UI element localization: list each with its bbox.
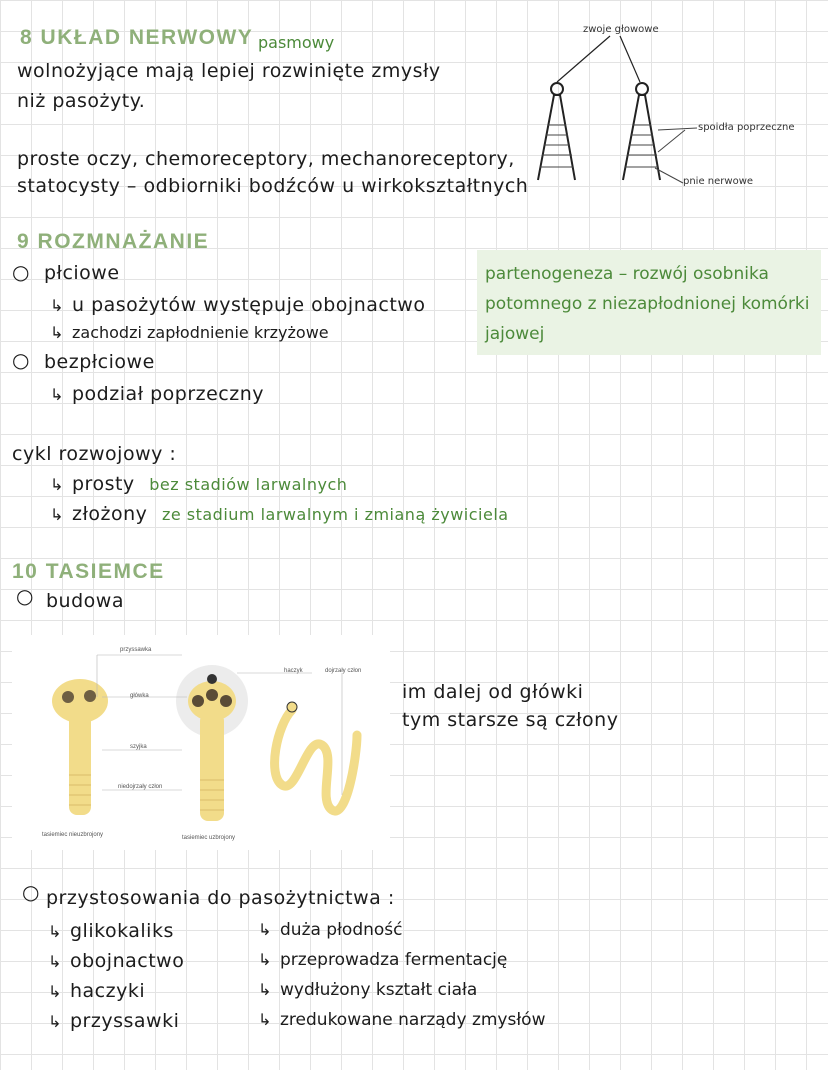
text-line (17, 175, 528, 197)
label-immature-segment: niedojrzały człon (118, 784, 163, 790)
ganglion-right (636, 83, 648, 95)
dash: – (126, 175, 137, 197)
bullet-text: przystosowania do pasożytnictwa : (46, 887, 395, 909)
arrow-icon: ↳ (48, 982, 62, 1001)
adapt-text: wydłużony kształt ciała (280, 980, 478, 1000)
arrow-icon: ↳ (258, 950, 272, 969)
section-title: TASIEMCE (45, 560, 165, 583)
worm-head-left (52, 679, 108, 723)
arrow-icon: ↳ (48, 1012, 62, 1031)
adapt-item (48, 980, 145, 1002)
adapt-text: glikokaliks (70, 920, 174, 942)
sub-item-text: podział poprzeczny (72, 383, 265, 405)
section-number: 9 (17, 230, 31, 253)
adapt-text: obojnactwo (70, 950, 185, 972)
cycle-item (50, 473, 347, 495)
ganglion-left (551, 83, 563, 95)
cycle-item-note: bez stadiów larwalnych (149, 475, 348, 494)
term: statocysty (17, 175, 121, 197)
nervous-system-diagram (525, 20, 825, 200)
adapt-text: przeprowadza fermentację (280, 950, 508, 970)
sub-item (50, 323, 329, 342)
label-sucker: przyssawka (120, 647, 152, 653)
label-commissures: spoidła poprzeczne (698, 122, 795, 133)
label-mature-segment: dojrzały człon (325, 668, 362, 674)
sucker (192, 695, 204, 707)
bullet-text: budowa (46, 590, 124, 612)
adapt-item (48, 1010, 179, 1032)
note-line: jajowej (485, 324, 545, 344)
section-title: UKŁAD NERWOWY (40, 26, 254, 49)
cycle-title: cykl rozwojowy : (12, 443, 177, 465)
label-nerve-cords: pnie nerwowe (683, 176, 754, 187)
caption-unarmed: tasiemiec nieuzbrojony (42, 832, 104, 838)
arrow-icon: ↳ (48, 952, 62, 971)
bullet-text: bezpłciowe (44, 351, 155, 373)
adapt-item (48, 950, 184, 972)
section-number: 8 (20, 26, 34, 49)
adapt-item (258, 920, 403, 940)
arrow-icon: ↳ (50, 385, 64, 404)
text-line: niż pasożyty. (17, 90, 146, 112)
sub-item (50, 294, 425, 316)
adapt-text: przyssawki (70, 1010, 180, 1032)
label-ganglia: zwoje głowowe (583, 24, 659, 35)
arrow-icon: ↳ (50, 323, 64, 342)
section-number: 10 (12, 560, 39, 583)
definition: odbiorniki bodźców u wirkokształtnych (143, 175, 529, 197)
arrow-icon: ↳ (258, 920, 272, 939)
section-8-subtitle: pasmowy (258, 33, 335, 52)
adapt-text: haczyki (70, 980, 146, 1002)
arrow-icon: ↳ (258, 980, 272, 999)
sub-item (50, 383, 264, 405)
sucker (206, 689, 218, 701)
side-note: tym starsze są człony (402, 709, 619, 731)
sucker (62, 691, 74, 703)
arrow-icon: ↳ (50, 475, 64, 494)
bullet-text: płciowe (44, 262, 120, 284)
worm-full-length (275, 710, 357, 811)
section-9-heading (17, 230, 209, 254)
tapeworm-figure (12, 635, 390, 850)
adapt-item (48, 920, 174, 942)
section-10-heading (12, 560, 165, 584)
hook-crown (207, 674, 217, 684)
sub-item-text: u pasożytów występuje obojnactwo (72, 294, 426, 316)
arrow-icon: ↳ (48, 922, 62, 941)
bullet-circle: ○ (12, 260, 30, 284)
cycle-item-text: złożony (72, 503, 148, 525)
adapt-text: duża płodność (280, 920, 403, 940)
arrow-icon: ↳ (50, 505, 64, 524)
adapt-text: zredukowane narządy zmysłów (280, 1010, 546, 1030)
label-head: główka (130, 693, 149, 699)
sucker (84, 690, 96, 702)
side-note: im dalej od główki (402, 681, 584, 703)
adapt-item (258, 1010, 545, 1030)
text-line: wolnożyjące mają lepiej rozwinięte zmysły (17, 60, 441, 82)
bullet-circle: ○ (12, 348, 30, 372)
bullet-circle: ○ (16, 584, 34, 608)
cycle-item (50, 503, 509, 525)
cycle-item-note: ze stadium larwalnym i zmianą żywiciela (161, 505, 509, 524)
adapt-item (258, 980, 477, 1000)
label-neck: szyjka (130, 744, 147, 750)
worm-body-right (200, 713, 224, 821)
note-line: partenogeneza – rozwój osobnika (485, 264, 769, 284)
text-line: proste oczy, chemoreceptory, mechanoreceptory, (17, 148, 515, 170)
worm-scolex (287, 702, 297, 712)
adapt-item (258, 950, 507, 970)
sub-item-text: zachodzi zapłodnienie krzyżowe (72, 323, 329, 342)
cycle-item-text: prosty (72, 473, 135, 495)
caption-armed: tasiemiec uzbrojony (182, 835, 236, 841)
note-line: potomnego z niezapłodnionej komórki (485, 294, 810, 314)
definition-note (477, 250, 821, 355)
section-title: ROZMNAŻANIE (37, 230, 210, 253)
bullet-circle: ○ (22, 880, 40, 904)
sucker (220, 695, 232, 707)
arrow-icon: ↳ (50, 296, 64, 315)
arrow-icon: ↳ (258, 1010, 272, 1029)
label-hook: haczyk (284, 668, 303, 674)
section-8-heading (20, 26, 253, 50)
